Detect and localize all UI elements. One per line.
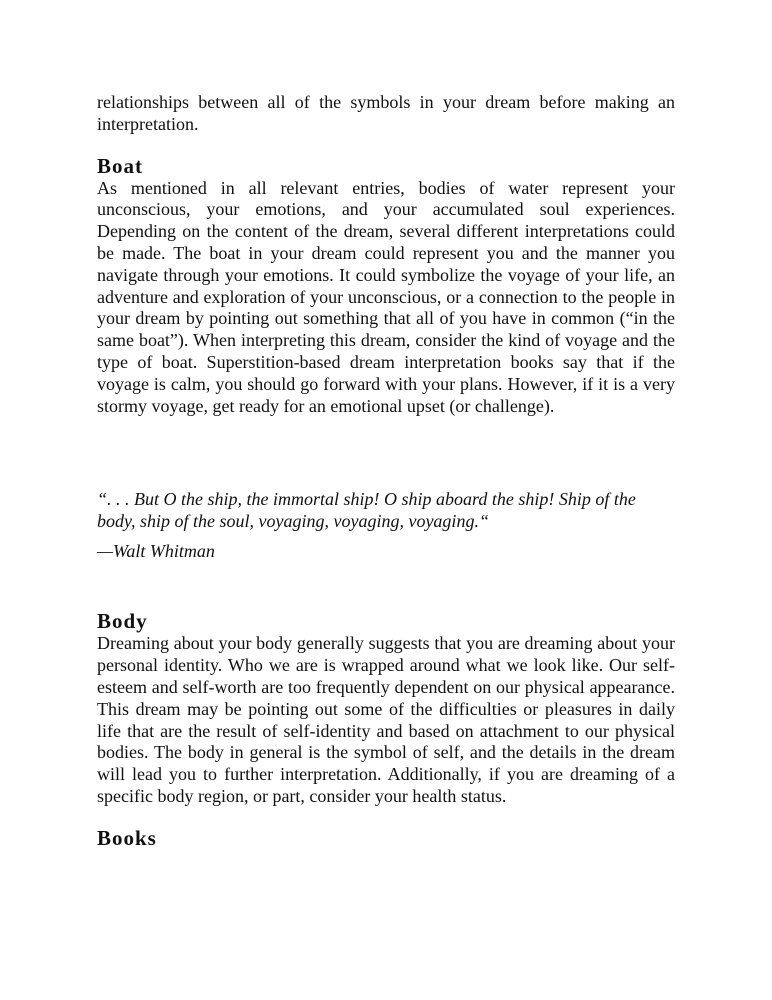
continuation-paragraph: relationships between all of the symbols in your dream before making an interpretation. [97, 92, 675, 134]
heading-body: Body [97, 609, 148, 634]
whitman-quote: “. . . But O the ship, the immortal ship! O ship aboard the ship! Ship of the body, ship of the soul, voyaging, voyaging, voyaging.“ [97, 489, 636, 532]
quote-attribution: —Walt Whitman [97, 541, 215, 562]
boat-paragraph: As mentioned in all relevant entries, bodies of water represent your unconscious, your emotions, and your accumulated soul experiences. Depending on the content of the dream, several different interpretations could be made. The boat in your dream could represent you and the manner you navigate through your emotions. It could symbolize the voyage of your life, an adventure and exploration of your unconscious, or a connection to the people in your dream by pointing out something that all of you have in common (“in the same boat”). When interpreting this dream, consider the kind of voyage and the type of boat. Superstition-based dream interpretation books say that if the voyage is calm, you should go forward with your plans. However, if it is a very stormy voyage, get ready for an emotional upset (or challenge). [97, 177, 675, 416]
body-paragraph: Dreaming about your body generally suggests that you are dreaming about your personal identity. Who we are is wrapped around what we look like. Our self-esteem and self-worth are too frequently dependent on our physical appearance. This dream may be pointing out some of the difficulties or pleasures in daily life that are the result of self-identity and based on attachment to our physical bodies. The body in general is the symbol of self, and the details in the dream will lead you to further interpretation. Additionally, if you are dreaming of a specific body region, or part, consider your health status. [97, 633, 675, 806]
heading-boat: Boat [97, 153, 143, 178]
document-page [97, 92, 675, 850]
heading-books: Books [97, 825, 157, 850]
